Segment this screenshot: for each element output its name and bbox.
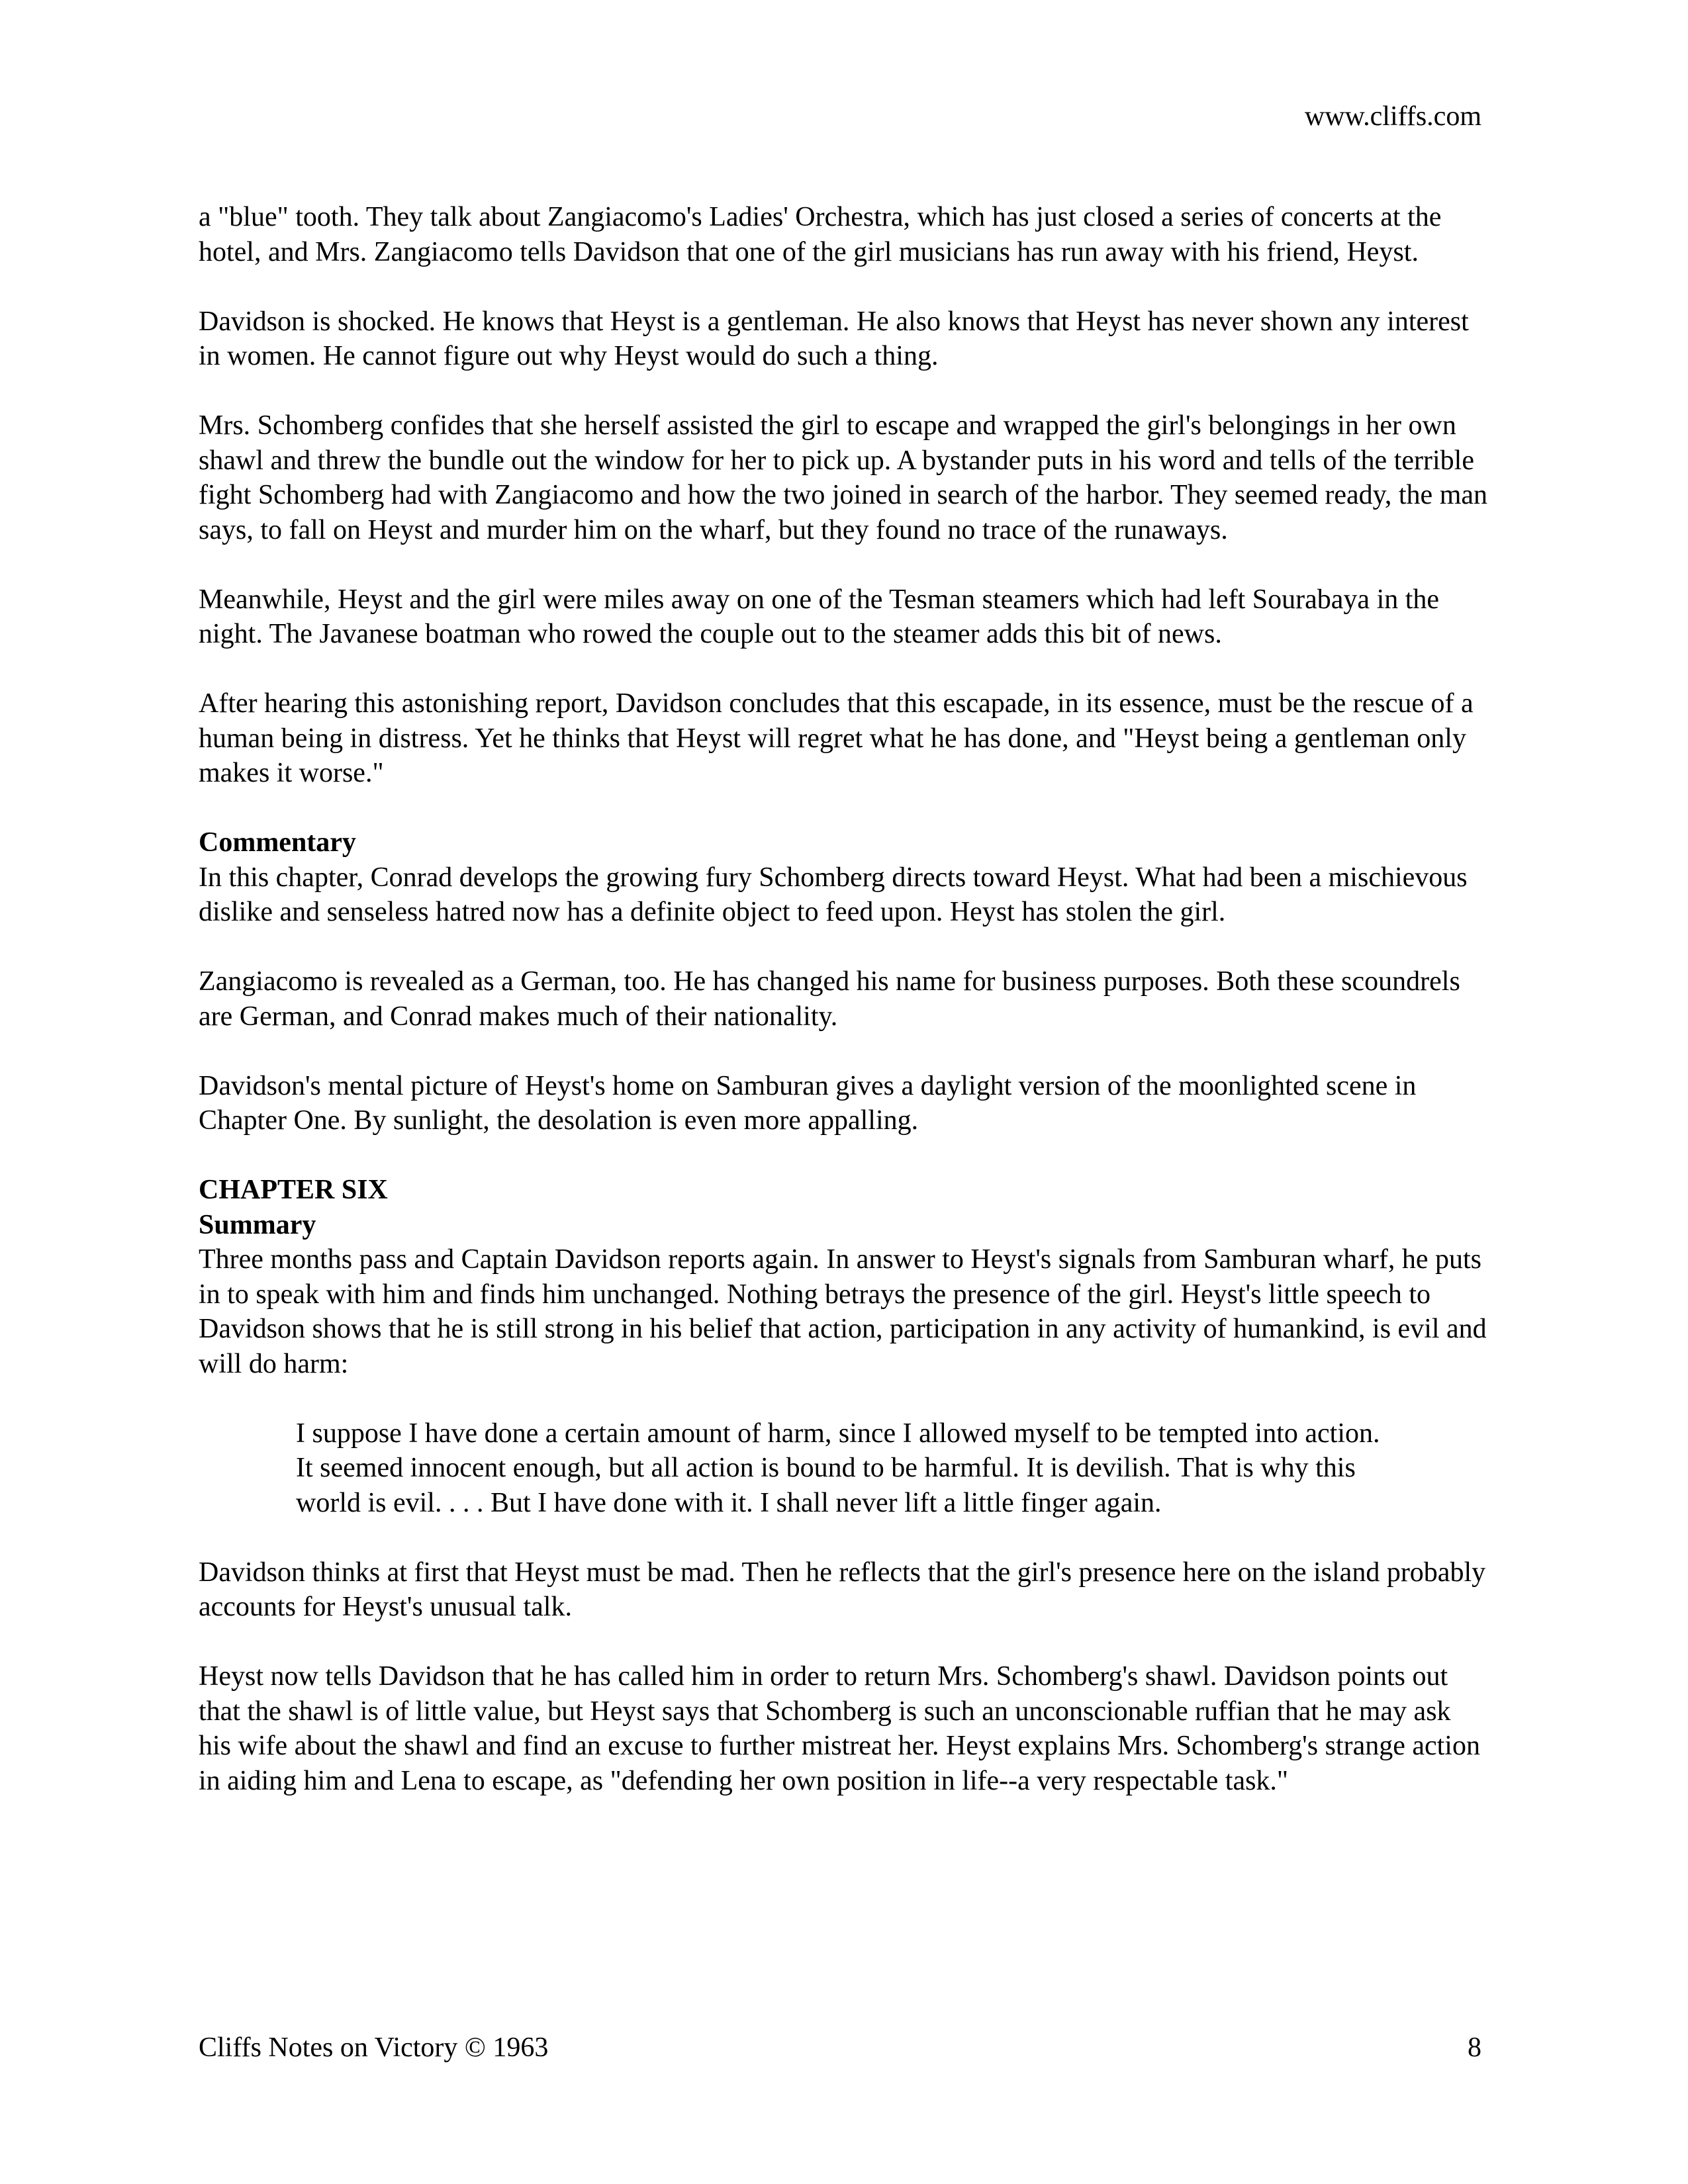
paragraph: Zangiacomo is revealed as a German, too. He has changed his name for business purposes. Both these scoundrels are German, and Conrad makes much of their nationality.: [199, 966, 1460, 1032]
paragraph: Davidson's mental picture of Heyst's home on Samburan gives a daylight version of the moonlighted scene in Chapter One. By sunlight, the desolation is even more appalling.: [199, 1070, 1417, 1136]
chapter-heading: CHAPTER SIX: [199, 1175, 388, 1205]
page-content: [199, 200, 1489, 1798]
paragraph: Three months pass and Captain Davidson reports again. In answer to Heyst's signals from Samburan wharf, he puts in to speak with him and finds him unchanged. Nothing betrays the presence of the girl. Heyst's little speech to Davidson shows that he is still strong in his belief that action, participation in any activity of humankind, is evil and will do harm:: [199, 1244, 1487, 1379]
paragraph: Meanwhile, Heyst and the girl were miles away on one of the Tesman steamers which had left Sourabaya in the night. The Javanese boatman who rowed the couple out to the steamer adds this bit of news.: [199, 584, 1440, 649]
commentary-heading: Commentary: [199, 827, 356, 858]
paragraph: a "blue" tooth. They talk about Zangiacomo's Ladies' Orchestra, which has just closed a series of concerts at the hotel, and Mrs. Zangiacomo tells Davidson that one of the girl musicians has run away with his friend, Heyst.: [199, 202, 1442, 267]
paragraph: In this chapter, Conrad develops the growing fury Schomberg directs toward Heyst. What had been a mischievous dislike and senseless hatred now has a definite object to feed upon. Heyst has stolen the girl.: [199, 862, 1468, 927]
paragraph: Davidson is shocked. He knows that Heyst is a gentleman. He also knows that Heyst has never shown any interest in women. He cannot figure out why Heyst would do such a thing.: [199, 306, 1469, 371]
paragraph: After hearing this astonishing report, Davidson concludes that this escapade, in its essence, must be the rescue of a human being in distress. Yet he thinks that Heyst will regret what he has done, and "Heyst being a gentleman only makes it worse.": [199, 688, 1474, 788]
paragraph: Davidson thinks at first that Heyst must be mad. Then he reflects that the girl's presence here on the island probably accounts for Heyst's unusual talk.: [199, 1557, 1486, 1622]
paragraph: Mrs. Schomberg confides that she herself assisted the girl to escape and wrapped the girl's belongings in her own shawl and threw the bundle out the window for her to pick up. A bystander puts in his word and tells of the terrible fight Schomberg had with Zangiacomo and how the two joined in search of the harbor. They seemed ready, the man says, to fall on Heyst and murder him on the wharf, but they found no trace of the runaways.: [199, 410, 1488, 545]
header-url: www.cliffs.com: [1304, 101, 1481, 132]
summary-heading: Summary: [199, 1209, 316, 1240]
page-number: 8: [1468, 2032, 1481, 2063]
block-quote: I suppose I have done a certain amount of harm, since I allowed myself to be tempted into action. It seemed innocent enough, but all action is bound to be harmful. It is devilish. That is why this world is evil. . . . But I have done with it. I shall never lift a little finger again.: [296, 1418, 1380, 1518]
paragraph: Heyst now tells Davidson that he has called him in order to return Mrs. Schomberg's shawl. Davidson points out that the shawl is of little value, but Heyst says that Schomberg is such an unconscionable ruffian that he may ask his wife about the shawl and find an excuse to further mistreat her. Heyst explains Mrs. Schomberg's strange action in aiding him and Lena to escape, as "defending her own position in life--a very respectable task.": [199, 1661, 1480, 1796]
footer-title: Cliffs Notes on Victory © 1963: [199, 2032, 549, 2063]
